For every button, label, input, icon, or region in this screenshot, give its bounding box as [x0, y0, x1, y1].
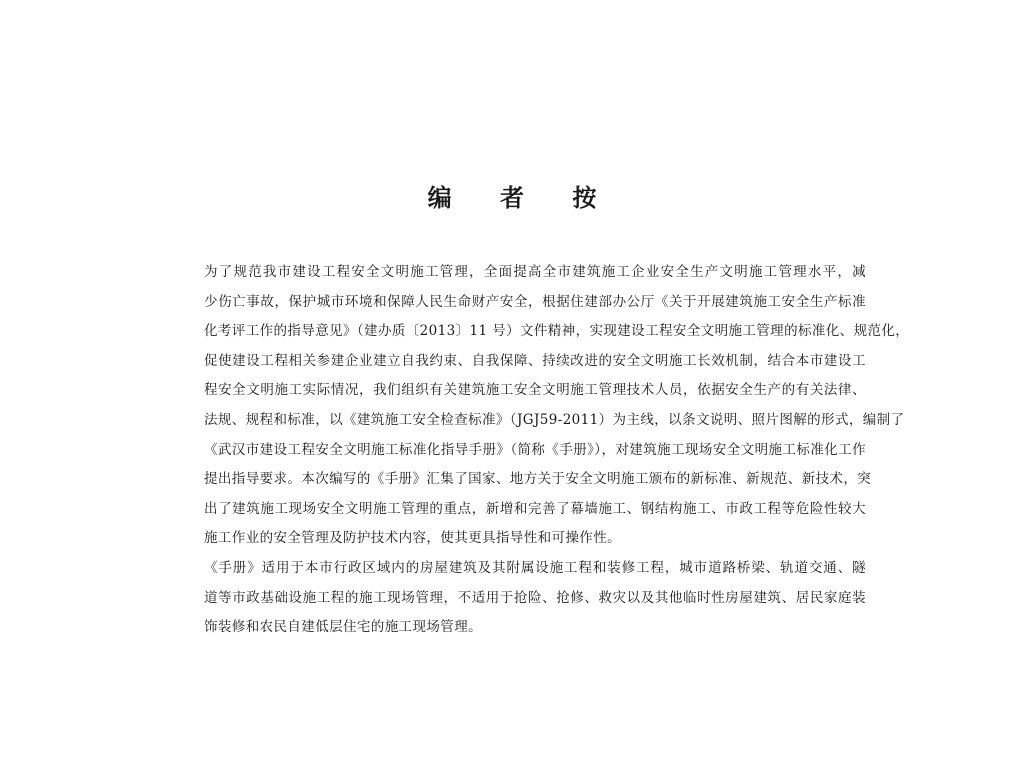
text-line: 促使建设工程相关参建企业建立自我约束、自我保障、持续改进的安全文明施工长效机制，结合本市建设工 — [204, 352, 866, 369]
paragraph-1 — [176, 258, 910, 554]
text-line: 《手册》适用于本市行政区域内的房屋建筑及其附属设施工程和装修工程，城市道路桥梁、轨道交通、隧 — [204, 559, 866, 576]
text-line: 提出指导要求。本次编写的《手册》汇集了国家、地方关于安全文明施工颁布的新标准、新规范、新技术，突 — [204, 471, 872, 488]
text-line: 饰装修和农民自建低层住宅的施工现场管理。 — [204, 619, 482, 636]
page-title: 编 者 按 — [427, 183, 617, 212]
text-line: 施工作业的安全管理及防护技术内容，使其更具指导性和可操作性。 — [204, 530, 621, 547]
text-line: 《武汉市建设工程安全文明施工标准化指导手册》（简称《手册》），对建筑施工现场安全文明施工标准化工作 — [204, 441, 866, 458]
text-line: 出了建筑施工现场安全文明施工管理的重点，新增和完善了幕墙施工、钢结构施工、市政工程等危险性较大 — [204, 500, 866, 517]
text-line: 为了规范我市建设工程安全文明施工管理，全面提高全市建筑施工企业安全生产文明施工管理水平，减 — [204, 264, 866, 280]
text-line: 化考评工作的指导意见》（建办质〔2013〕11 号）文件精神，实现建设工程安全文明施工管理的标准化、规范化， — [204, 323, 910, 340]
text-line: 法规、规程和标准，以《建筑施工安全检查标准》（JGJ59-2011）为主线，以条文说明、照片图解的形式，编制了 — [204, 411, 905, 428]
body-text — [176, 258, 910, 643]
text-line: 程安全文明施工实际情况，我们组织有关建筑施工安全文明施工管理技术人员，依据安全生产的有关法律、 — [204, 382, 866, 399]
paragraph-2 — [176, 554, 866, 643]
text-line: 少伤亡事故，保护城市环境和保障人民生命财产安全，根据住建部办公厅《关于开展建筑施工安全生产标准 — [204, 293, 866, 310]
text-line: 道等市政基础设施工程的施工现场管理，不适用于抢险、抢修、救灾以及其他临时性房屋建筑、居民家庭装 — [204, 589, 866, 606]
